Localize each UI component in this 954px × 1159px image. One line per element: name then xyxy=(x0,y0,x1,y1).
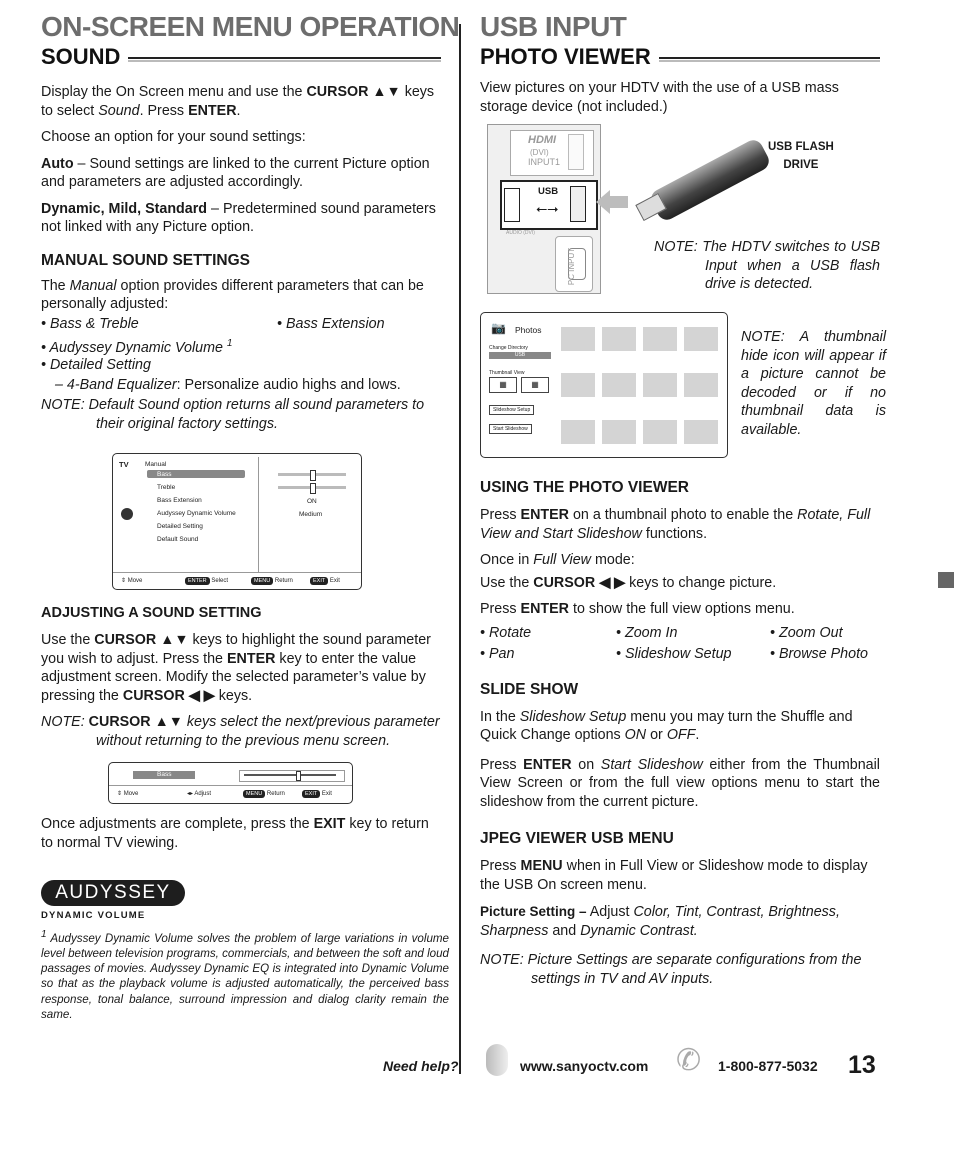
bass-slider-thumb[interactable] xyxy=(310,470,316,481)
page-tab-marker xyxy=(938,572,954,588)
thumbnail[interactable] xyxy=(561,373,595,397)
menu-item-detailed[interactable]: Detailed Setting xyxy=(157,523,203,530)
jpeg-heading: JPEG VIEWER USB MENU xyxy=(480,830,674,847)
phone-icon: ✆ xyxy=(676,1044,702,1077)
arrow-left-icon xyxy=(596,190,610,214)
dvi-label: (DVI) xyxy=(530,148,549,157)
note-cursor: NOTE: CURSOR ▲▼ keys select the next/previous parameter without returning to the previous menu screen. xyxy=(41,714,440,749)
mode-label: Manual xyxy=(145,461,167,468)
intro-paragraph: Display the On Screen menu and use the CURSOR ▲▼ keys to select Sound. Press ENTER. xyxy=(41,84,435,119)
slideshow-setup-button[interactable]: Slideshow Setup xyxy=(489,405,534,415)
hdmi-port xyxy=(568,134,584,170)
menu-item-bass-extension[interactable]: Bass Extension xyxy=(157,497,202,504)
column-divider xyxy=(459,24,461,1074)
adjust-adjust-hint: ◂▸ Adjust xyxy=(187,791,212,797)
need-help: Need help? xyxy=(383,1058,459,1074)
thumbnail[interactable] xyxy=(602,420,636,444)
eq-line: – 4-Band Equalizer: Personalize audio highs and lows. xyxy=(55,376,401,393)
usb-title-rule xyxy=(659,57,880,62)
adjust-slider[interactable] xyxy=(244,774,336,776)
subtitle: SOUND xyxy=(41,44,121,69)
move-hint: ⇕ Move xyxy=(121,578,143,584)
menu-item-audyssey[interactable]: Audyssey Dynamic Volume xyxy=(157,510,236,517)
camera-icon: 📷 xyxy=(491,321,506,335)
jpeg-paragraph: Press MENU when in Full View or Slideshow mode to display the USB On screen menu. xyxy=(480,858,868,893)
treble-slider-thumb[interactable] xyxy=(310,483,316,494)
usb-flash-drive-icon xyxy=(648,137,773,223)
menu-item-default[interactable]: Default Sound xyxy=(157,536,199,543)
menu-item-bass[interactable]: Bass xyxy=(157,471,172,478)
thumbnail[interactable] xyxy=(643,420,677,444)
adjust-paragraph: Use the CURSOR ▲▼ keys to highlight the sound parameter you wish to adjust. Press the ENTER key to enter the value adjustment screen. Modify the selected parameter’s value by pressing the CURSOR ◀ ▶ keys. xyxy=(41,632,431,704)
dms-paragraph: Dynamic, Mild, Standard – Predetermined sound parameters not linked with any Picture option. xyxy=(41,200,436,235)
audyssey-icon xyxy=(121,508,133,520)
usb-intro: View pictures on your HDTV with the use of a USB mass storage device (not included.) xyxy=(480,80,839,115)
adjust-heading: ADJUSTING A SOUND SETTING xyxy=(41,605,262,621)
list-item: • Audyssey Dynamic Volume $^1$ xyxy=(41,337,233,356)
list-item: • Rotate xyxy=(480,624,532,641)
select-hint: ENTER Select xyxy=(185,577,228,585)
list-item: • Zoom In xyxy=(616,624,678,641)
adjust-screen xyxy=(108,762,353,804)
thumbnail[interactable] xyxy=(643,373,677,397)
mouse-icon xyxy=(486,1044,508,1076)
thumbnail[interactable] xyxy=(643,327,677,351)
usb-port-label: USB xyxy=(538,186,559,197)
section-title: ON-SCREEN MENU OPERATION xyxy=(41,11,460,42)
adjust-exit-hint: EXIT Exit xyxy=(302,790,332,798)
note-usb-detect: NOTE: The HDTV switches to USB Input when a USB flash drive is detected. xyxy=(654,239,880,292)
start-slideshow-button[interactable]: Start Slideshow xyxy=(489,424,532,434)
list-item: • Bass Extension xyxy=(277,315,385,332)
list-item: • Browse Photo xyxy=(770,645,868,662)
list-item: • Zoom Out xyxy=(770,624,843,641)
photos-screen xyxy=(480,312,728,458)
thumbnail[interactable] xyxy=(561,420,595,444)
pc-input-label: PC INPUT xyxy=(567,247,577,286)
tv-label: TV xyxy=(119,460,129,469)
thumb-grid-large-icon[interactable]: ▦ xyxy=(521,377,549,393)
sound-menu-screen xyxy=(112,453,362,590)
picture-setting-paragraph: Picture Setting – Adjust Color, Tint, Contrast, Brightness, Sharpness and Dynamic Contrast. xyxy=(480,904,840,939)
audyssey-value: Medium xyxy=(299,511,323,518)
options-list xyxy=(480,623,880,667)
audyssey-logo: AUDYSSEY xyxy=(41,880,185,906)
photos-title: Photos xyxy=(515,325,542,335)
adjust-return-hint: MENU Return xyxy=(243,790,285,798)
thumbnail[interactable] xyxy=(602,327,636,351)
page-number: 13 xyxy=(848,1051,876,1079)
menu-divider xyxy=(258,457,259,572)
audyssey-logo-sub: DYNAMIC VOLUME xyxy=(41,910,146,921)
press-enter-line: Press ENTER to show the full view options menu. xyxy=(480,601,795,617)
return-hint: MENU Return xyxy=(251,577,293,585)
list-item: • Pan xyxy=(480,645,515,662)
website-link[interactable]: www.sanyoctv.com xyxy=(520,1058,649,1074)
usb-drive-label: USB FLASH DRIVE xyxy=(768,141,834,171)
thumb-grid-icon[interactable]: ▦ xyxy=(489,377,517,393)
menu-item-treble[interactable]: Treble xyxy=(157,484,176,491)
thumbnail[interactable] xyxy=(561,327,595,351)
adjust-item: Bass xyxy=(157,771,172,778)
note-thumbnail: NOTE: A thumbnail hide icon will appear if a picture cannot be decoded or if no thumbnail data is available. xyxy=(741,329,886,438)
exit-hint: EXIT Exit xyxy=(310,577,340,585)
thumbnail[interactable] xyxy=(684,327,718,351)
note-picture-settings: NOTE: Picture Settings are separate configurations from the settings in TV and AV inputs. xyxy=(480,952,862,987)
thumbnail[interactable] xyxy=(684,420,718,444)
thumbnail[interactable] xyxy=(602,373,636,397)
photos-row xyxy=(480,302,886,458)
phone-number: 1-800-877-5032 xyxy=(718,1058,818,1074)
usb-symbol-icon: ⭠⭢ xyxy=(536,200,559,216)
change-dir-label: Change Directory xyxy=(489,345,528,351)
choose-paragraph: Choose an option for your sound settings: xyxy=(41,129,306,145)
usb-illustration xyxy=(480,124,880,300)
title-rule xyxy=(128,57,441,62)
left-column xyxy=(41,10,460,1022)
arrow-shaft xyxy=(608,196,628,208)
usb-section-title: USB INPUT xyxy=(480,11,627,42)
use-cursor-line: Use the CURSOR ◀ ▶ keys to change picture. xyxy=(480,574,777,591)
right-column xyxy=(480,10,886,988)
menu-footer-rule xyxy=(113,572,361,573)
list-item: • Slideshow Setup xyxy=(616,645,732,662)
usb-subtitle-row xyxy=(480,43,880,71)
manual-heading: MANUAL SOUND SETTINGS xyxy=(41,251,250,269)
once-paragraph: Once adjustments are complete, press the EXIT key to return to normal TV viewing. xyxy=(41,816,429,851)
using-paragraph: Press ENTER on a thumbnail photo to enable the Rotate, Full View and Start Slideshow functions. xyxy=(480,507,871,542)
bass-extension-value: ON xyxy=(307,498,317,505)
adjust-slider-thumb[interactable] xyxy=(296,771,301,781)
once-full-view: Once in Full View mode: xyxy=(480,552,635,568)
usb-port xyxy=(570,186,586,222)
list-item: • Bass & Treble xyxy=(41,315,139,332)
footnote: $^1$ Audyssey Dynamic Volume solves the problem of large variations in volume level between television programs, commercials, and between the soft and loud passages of movies. Audyssey Dynamic EQ is integrated into Dynamic Volume so that as the playback volume is adjusted automatically, the perceived bass response, tonal balance, surround impression and dialog clarity remain the same. xyxy=(41,929,449,1021)
adjust-footer-rule xyxy=(109,785,352,786)
footer xyxy=(380,1044,880,1082)
adjust-slider-frame xyxy=(239,770,345,782)
manual-paragraph: The Manual option provides different parameters that can be personally adjusted: xyxy=(41,277,424,312)
auto-paragraph: Auto – Sound settings are linked to the current Picture option and parameters are adjusted accordingly. xyxy=(41,155,430,190)
thumbnail[interactable] xyxy=(684,373,718,397)
hdmi-label: HDMI xyxy=(528,134,557,146)
using-heading: USING THE PHOTO VIEWER xyxy=(480,479,689,496)
usb-port-left xyxy=(504,188,520,222)
slide-heading: SLIDE SHOW xyxy=(480,680,579,698)
bullet-list xyxy=(41,314,441,376)
audio-dvi-label: AUDIO (DVI) xyxy=(506,230,535,236)
start-paragraph: Press ENTER on Start Slideshow either from the Thumbnail View Screen or from the full view options menu to start the slideshow from the current picture. xyxy=(480,756,880,810)
subtitle-row xyxy=(41,43,441,71)
adjust-move-hint: ⇕ Move xyxy=(117,791,139,797)
input1-label: INPUT1 xyxy=(528,157,561,167)
thumb-view-label: Thumbnail View xyxy=(489,370,525,376)
usb-subtitle: PHOTO VIEWER xyxy=(480,44,651,69)
note-default-sound: NOTE: Default Sound option returns all sound parameters to their original factory settings. xyxy=(41,397,425,432)
usb-button[interactable]: USB xyxy=(489,352,551,359)
list-item: • Detailed Setting xyxy=(41,356,151,373)
slide-paragraph: In the Slideshow Setup menu you may turn the Shuffle and Quick Change options ON or OFF. xyxy=(480,708,853,743)
